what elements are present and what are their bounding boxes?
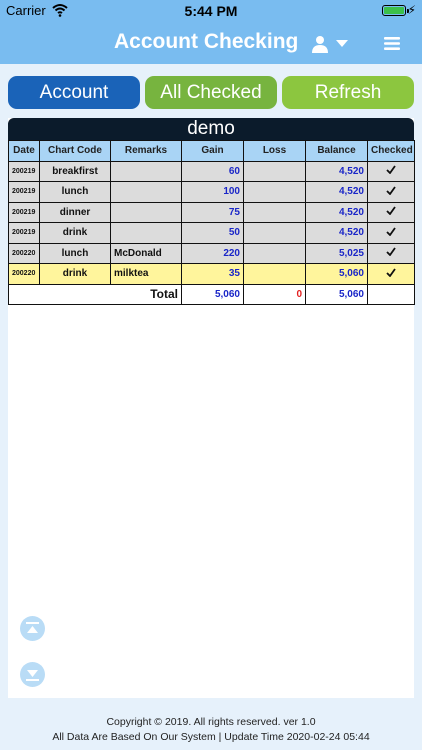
table-row[interactable] [9, 202, 415, 223]
cell-date: 200219 [9, 182, 40, 203]
total-balance: 5,060 [306, 284, 368, 305]
column-header-chart-code[interactable]: Chart Code [40, 141, 111, 162]
cell-chart-code: dinner [40, 202, 111, 223]
column-header-checked[interactable]: Checked [368, 141, 415, 162]
cell-loss [244, 161, 306, 182]
cell-remarks: milktea [111, 264, 182, 285]
totals-row [9, 284, 415, 305]
cell-chart-code: lunch [40, 243, 111, 264]
cell-gain: 50 [182, 223, 244, 244]
total-gain: 5,060 [182, 284, 244, 305]
cell-checked[interactable] [368, 161, 415, 182]
hamburger-menu-icon[interactable] [384, 36, 400, 51]
nav-bar [0, 22, 422, 64]
charging-bolt-icon: ⚡︎ [407, 3, 416, 17]
column-header-remarks[interactable]: Remarks [111, 141, 182, 162]
table-row-highlighted[interactable] [9, 264, 415, 285]
clock: 5:44 PM [184, 3, 238, 19]
cell-loss [244, 264, 306, 285]
column-header-loss[interactable]: Loss [244, 141, 306, 162]
cell-chart-code: drink [40, 264, 111, 285]
all-checked-button[interactable]: All Checked [145, 76, 277, 109]
table-header-row [9, 141, 415, 162]
cell-loss [244, 223, 306, 244]
battery-level [384, 7, 404, 14]
scroll-to-top-button[interactable] [20, 616, 45, 641]
checkmark-icon [386, 247, 396, 256]
page-title: Account Checking [114, 30, 299, 53]
cell-remarks [111, 182, 182, 203]
cell-gain: 35 [182, 264, 244, 285]
ledger-panel [8, 118, 414, 698]
cell-loss [244, 202, 306, 223]
cell-remarks [111, 202, 182, 223]
column-header-balance[interactable]: Balance [306, 141, 368, 162]
checkmark-icon [386, 268, 396, 277]
sheet-title: demo [8, 118, 414, 140]
cell-balance: 4,520 [306, 182, 368, 203]
checkmark-icon [386, 227, 396, 236]
table-row[interactable] [9, 243, 415, 264]
cell-chart-code: lunch [40, 182, 111, 203]
cell-loss [244, 182, 306, 203]
cell-date: 200219 [9, 223, 40, 244]
column-header-date[interactable]: Date [9, 141, 40, 162]
cell-date: 200220 [9, 243, 40, 264]
cell-checked[interactable] [368, 223, 415, 244]
cell-loss [244, 243, 306, 264]
checkmark-icon [386, 206, 396, 215]
cell-balance: 5,060 [306, 264, 368, 285]
cell-balance: 4,520 [306, 202, 368, 223]
cell-remarks [111, 223, 182, 244]
user-icon[interactable] [311, 35, 329, 53]
total-checked-empty [368, 284, 415, 305]
cell-chart-code: drink [40, 223, 111, 244]
table-row[interactable] [9, 182, 415, 203]
cell-gain: 220 [182, 243, 244, 264]
scroll-to-bottom-icon [25, 667, 40, 682]
cell-checked[interactable] [368, 182, 415, 203]
table-row[interactable] [9, 223, 415, 244]
refresh-button[interactable]: Refresh [282, 76, 414, 109]
cell-date: 200219 [9, 202, 40, 223]
carrier-label: Carrier [6, 3, 46, 18]
cell-balance: 5,025 [306, 243, 368, 264]
checkmark-icon [386, 186, 396, 195]
cell-gain: 60 [182, 161, 244, 182]
checkmark-icon [386, 165, 396, 174]
caret-down-icon[interactable] [336, 40, 348, 48]
cell-date: 200219 [9, 161, 40, 182]
status-bar [0, 0, 422, 22]
table-row[interactable] [9, 161, 415, 182]
cell-gain: 100 [182, 182, 244, 203]
footer-update-info: All Data Are Based On Our System | Update Time 2020-02-24 05:44 [52, 731, 370, 743]
total-loss: 0 [244, 284, 306, 305]
cell-chart-code: breakfirst [40, 161, 111, 182]
cell-checked[interactable] [368, 243, 415, 264]
cell-balance: 4,520 [306, 161, 368, 182]
ledger-table [8, 140, 415, 305]
scroll-to-top-icon [25, 621, 40, 636]
total-label: Total [9, 284, 182, 305]
cell-date: 200220 [9, 264, 40, 285]
column-header-gain[interactable]: Gain [182, 141, 244, 162]
cell-checked[interactable] [368, 202, 415, 223]
cell-gain: 75 [182, 202, 244, 223]
cell-remarks [111, 161, 182, 182]
battery-icon [382, 5, 406, 16]
cell-balance: 4,520 [306, 223, 368, 244]
footer-copyright: Copyright © 2019. All rights reserved. ver 1.0 [106, 716, 316, 728]
cell-checked[interactable] [368, 264, 415, 285]
scroll-to-bottom-button[interactable] [20, 662, 45, 687]
account-tab-button[interactable]: Account [8, 76, 140, 109]
cell-remarks: McDonald [111, 243, 182, 264]
